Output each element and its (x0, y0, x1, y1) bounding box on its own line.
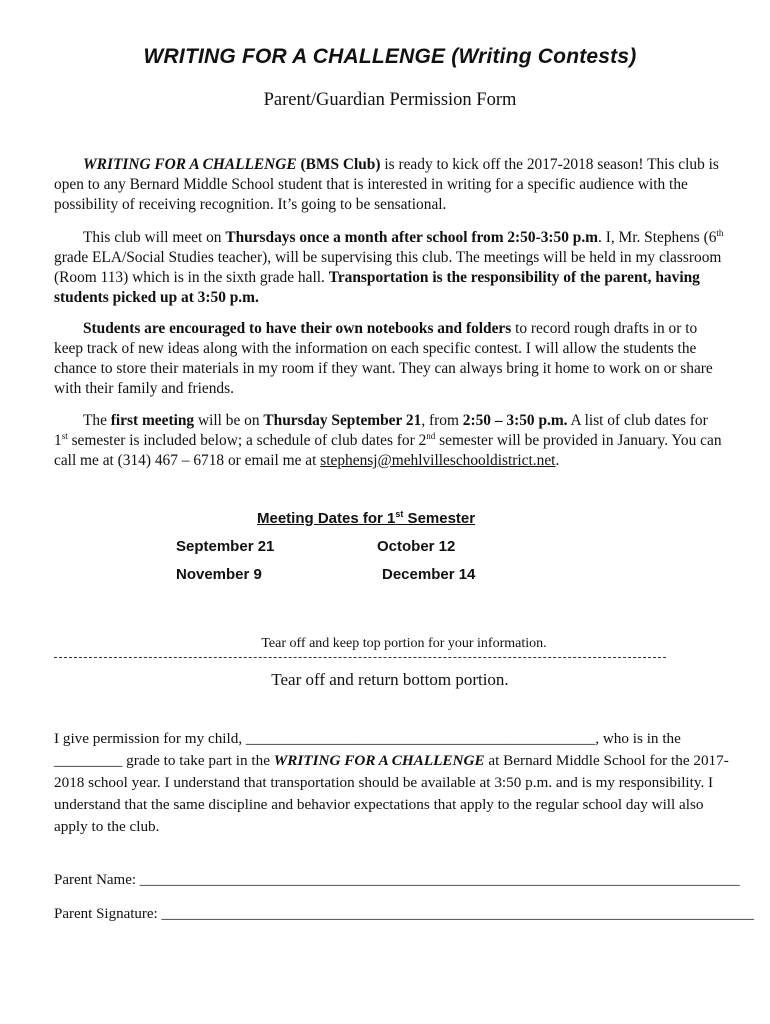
fm-text-7: . (555, 452, 560, 469)
fm-time: 2:50 – 3:50 p.m. (462, 412, 568, 429)
meeting-title-sup: st (395, 509, 404, 519)
fm-sup-1: st (61, 431, 68, 441)
tear-off-keep-note: Tear off and keep top portion for your information. (261, 636, 547, 651)
permission-statement (54, 728, 730, 838)
fm-bold-1: first meeting (110, 412, 195, 429)
fm-text-2: will be on (194, 412, 264, 429)
intro-paragraph (54, 155, 724, 215)
fm-sup-2: nd (426, 431, 436, 441)
permission-text-2: at Bernard Middle School for the 2017-2018 school year. I understand that transportation should be available at 3:50 p.m. and is my responsibility. I understand that the same discipline and behavior expectations that apply to the regular school day will also apply to the club. (54, 752, 729, 835)
email-link[interactable]: stephensj@mehlvilleschooldistrict.net (320, 452, 556, 469)
schedule-sup: th (716, 228, 724, 238)
fm-text-6: semester will be provided in January. You can call me at (314) 467 – 6718 or email me at (54, 432, 722, 469)
first-meeting-paragraph (54, 411, 724, 471)
meeting-title-post: Semester (403, 510, 476, 527)
club-name: WRITING FOR A CHALLENGE (83, 156, 297, 173)
schedule-time: Thursdays once a month after school from 2:50-3:50 p.m (225, 229, 598, 246)
fm-date: Thursday September 21 (263, 412, 422, 429)
permission-club-name: WRITING FOR A CHALLENGE (273, 752, 485, 769)
meeting-date: November 9 (176, 566, 262, 583)
intro-text: is ready to kick off the 2017-2018 season! This club is open to any Bernard Middle School student that is interested in writing for a specific audience with the possibility of receiving recognition. It’s going to be sensational. (54, 156, 719, 213)
meeting-date: September 21 (176, 538, 275, 555)
transport-note: Transportation is the responsibility of the parent, having students picked up at 3:50 p.m. (54, 269, 700, 306)
parent-name-field[interactable]: Parent Name: ________________________________________________________________________________ (54, 872, 740, 888)
schedule-paragraph (54, 228, 724, 308)
schedule-text-1: This club will meet on (83, 229, 226, 246)
schedule-text-3: grade ELA/Social Studies teacher), will be supervising this club. The meetings will be held in my classroom (Room 113) which is in the sixth grade hall. (54, 249, 722, 286)
materials-paragraph (54, 319, 724, 399)
document-subtitle: Parent/Guardian Permission Form (263, 90, 517, 110)
fm-text-3: , from (421, 412, 463, 429)
tear-off-return-note: Tear off and return bottom portion. (271, 670, 509, 689)
fm-text-1: The (83, 412, 111, 429)
parent-signature-field[interactable]: Parent Signature: _______________________________________________________________________________ (54, 906, 754, 922)
materials-text: to record rough drafts in or to keep track of new ideas along with the information on each specific contest. I will allow the students the chance to store their materials in my room if they want. They can always bring it home to work on or share with their family and friends. (54, 320, 713, 397)
permission-text-1: I give permission for my child, ______________________________________________, who is in the _________ grade to take part in the (54, 730, 681, 769)
fm-text-5: semester is included below; a schedule of club dates for 2 (67, 432, 427, 449)
meeting-title-pre: Meeting Dates for 1 (257, 510, 396, 527)
materials-bold: Students are encouraged to have their own notebooks and folders (83, 320, 512, 337)
meeting-dates-title (257, 510, 475, 527)
tear-off-dashed-line (54, 657, 666, 658)
schedule-text-2: . I, Mr. Stephens (6 (598, 229, 717, 246)
meeting-date: December 14 (382, 566, 476, 583)
meeting-date: October 12 (377, 538, 456, 555)
fm-text-4: A list of club dates for 1 (54, 412, 708, 449)
bms-club-label: (BMS Club) (300, 156, 381, 173)
document-title: WRITING FOR A CHALLENGE (Writing Contests) (143, 45, 637, 68)
